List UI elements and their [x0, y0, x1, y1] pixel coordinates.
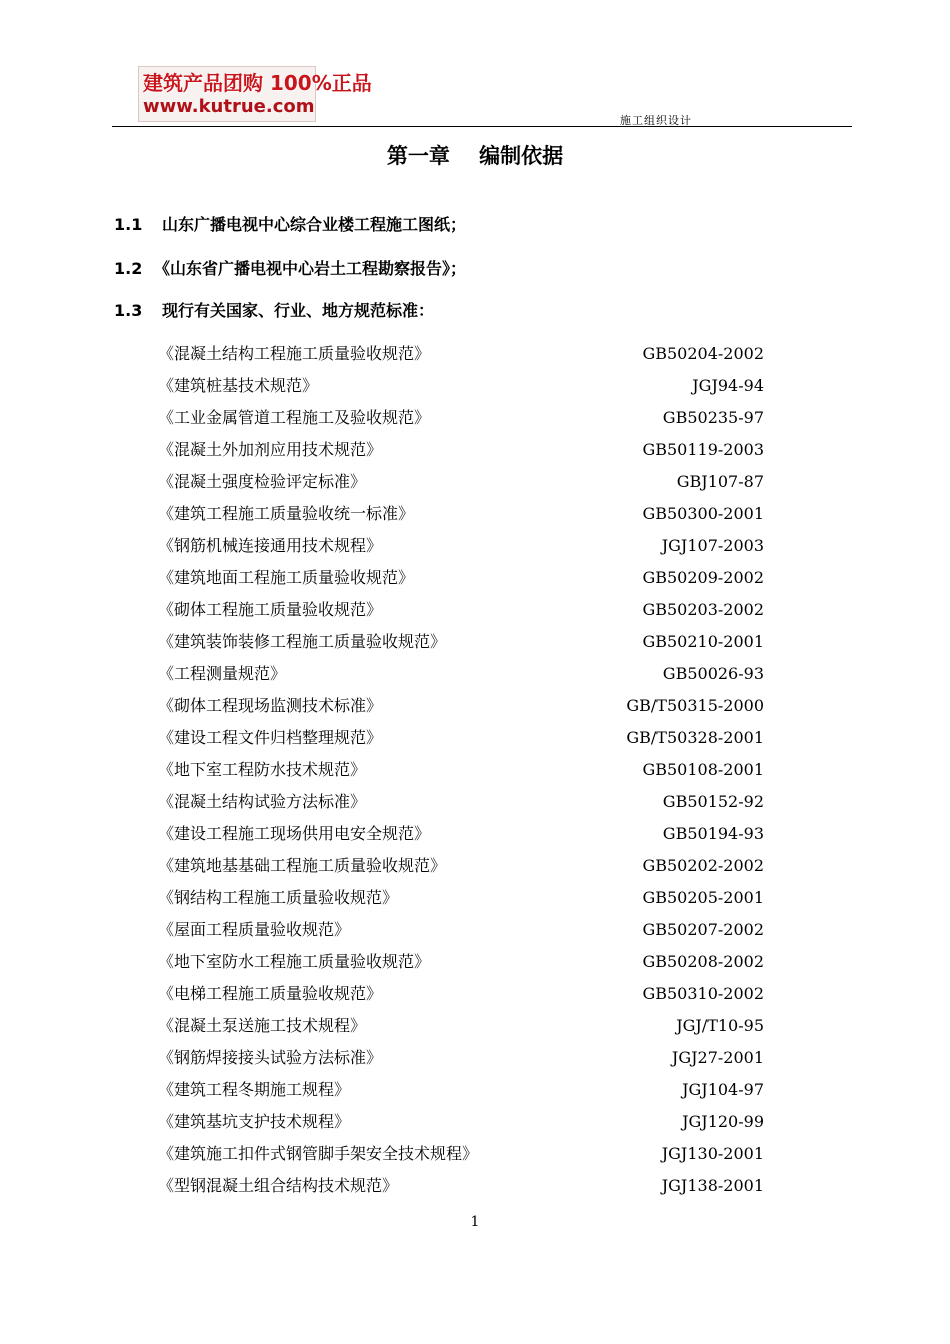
standard-row — [158, 790, 764, 814]
standard-name: 《钢筋机械连接通用技术规程》 — [158, 536, 383, 555]
standard-code: GB50202-2002 — [642, 856, 764, 875]
standard-code: GB50152-92 — [662, 792, 764, 811]
logo-url: www.kutrue.com — [143, 96, 315, 117]
standard-code: GB50108-2001 — [642, 760, 764, 779]
standard-code: GB50210-2001 — [642, 632, 764, 651]
standard-row — [158, 374, 764, 398]
standard-code: GB/T50315-2000 — [626, 696, 764, 715]
standard-code: GB50208-2002 — [642, 952, 764, 971]
standard-name: 《电梯工程施工质量验收规范》 — [158, 984, 383, 1003]
standard-name: 《建设工程文件归档整理规范》 — [158, 728, 383, 747]
header-divider — [112, 126, 852, 127]
standard-name: 《建筑地基基础工程施工质量验收规范》 — [158, 856, 447, 875]
standard-row — [158, 950, 764, 974]
standard-row — [158, 598, 764, 622]
standard-name: 《屋面工程质量验收规范》 — [158, 920, 351, 939]
standard-code: JGJ120-99 — [682, 1112, 764, 1131]
standard-name: 《混凝土强度检验评定标准》 — [158, 472, 367, 491]
standard-name: 《混凝土结构试验方法标准》 — [158, 792, 367, 811]
standard-code: GB50119-2003 — [642, 440, 764, 459]
standard-row — [158, 406, 764, 430]
standard-row — [158, 342, 764, 366]
standard-row — [158, 470, 764, 494]
standard-name: 《建筑装饰装修工程施工质量验收规范》 — [158, 632, 447, 651]
standard-row — [158, 694, 764, 718]
standard-name: 《建筑地面工程施工质量验收规范》 — [158, 568, 415, 587]
standard-row — [158, 822, 764, 846]
standard-code: JGJ/T10-95 — [676, 1016, 764, 1035]
standard-code: JGJ27-2001 — [671, 1048, 764, 1067]
standard-row — [158, 566, 764, 590]
standard-name: 《建筑基坑支护技术规程》 — [158, 1112, 351, 1131]
section-1-1 — [114, 212, 466, 235]
standard-row — [158, 438, 764, 462]
standard-code: GBJ107-87 — [676, 472, 764, 491]
standard-row — [158, 1078, 764, 1102]
section-text: 山东广播电视中心综合业楼工程施工图纸； — [162, 215, 467, 234]
standard-name: 《地下室工程防水技术规范》 — [158, 760, 367, 779]
standard-row — [158, 534, 764, 558]
running-header-title: 施工组织设计 — [620, 114, 692, 127]
section-1-2 — [114, 256, 466, 279]
page-number: 1 — [470, 1214, 480, 1230]
logo-slogan: 建筑产品团购 100%正品 — [143, 71, 372, 95]
kutrue-logo — [138, 66, 372, 122]
standard-name: 《混凝土泵送施工技术规程》 — [158, 1016, 367, 1035]
standard-row — [158, 918, 764, 942]
standard-code: GB50204-2002 — [642, 344, 764, 363]
standard-row — [158, 1110, 764, 1134]
standard-name: 《工业金属管道工程施工及验收规范》 — [158, 408, 431, 427]
section-number: 1.2 — [114, 259, 143, 278]
standard-name: 《型钢混凝土组合结构技术规范》 — [158, 1176, 399, 1195]
standard-code: GB50194-93 — [662, 824, 764, 843]
standard-name: 《地下室防水工程施工质量验收规范》 — [158, 952, 431, 971]
standard-name: 《混凝土外加剂应用技术规范》 — [158, 440, 383, 459]
standard-code: GB50310-2002 — [642, 984, 764, 1003]
standard-name: 《建设工程施工现场供用电安全规范》 — [158, 824, 431, 843]
standard-code: JGJ107-2003 — [661, 536, 764, 555]
chapter-title: 第一章 编制依据 — [386, 144, 564, 168]
standard-row — [158, 630, 764, 654]
standard-row — [158, 758, 764, 782]
standard-row — [158, 726, 764, 750]
standard-code: JGJ130-2001 — [661, 1144, 764, 1163]
standard-row — [158, 886, 764, 910]
standard-name: 《建筑工程施工质量验收统一标准》 — [158, 504, 415, 523]
section-number: 1.3 — [114, 301, 143, 320]
standard-name: 《砌体工程施工质量验收规范》 — [158, 600, 383, 619]
standard-code: JGJ138-2001 — [661, 1176, 764, 1195]
section-text: 《山东省广播电视中心岩土工程勘察报告》； — [154, 259, 467, 278]
section-1-3 — [114, 298, 434, 321]
standard-name: 《建筑桩基技术规范》 — [158, 376, 319, 395]
standard-code: GB50300-2001 — [642, 504, 764, 523]
standard-name: 《砌体工程现场监测技术标准》 — [158, 696, 383, 715]
standard-code: GB50207-2002 — [642, 920, 764, 939]
standard-code: GB50203-2002 — [642, 600, 764, 619]
standard-row — [158, 1142, 764, 1166]
standard-name: 《钢结构工程施工质量验收规范》 — [158, 888, 399, 907]
standard-name: 《建筑施工扣件式钢管脚手架安全技术规程》 — [158, 1144, 479, 1163]
standard-row — [158, 502, 764, 526]
section-text: 现行有关国家、行业、地方规范标准： — [162, 301, 435, 320]
standard-row — [158, 662, 764, 686]
standard-row — [158, 854, 764, 878]
standard-code: JGJ104-97 — [682, 1080, 764, 1099]
standard-code: JGJ94-94 — [692, 376, 764, 395]
standard-row — [158, 1174, 764, 1198]
standard-code: GB/T50328-2001 — [626, 728, 764, 747]
standard-code: GB50026-93 — [662, 664, 764, 683]
standard-code: GB50205-2001 — [642, 888, 764, 907]
standard-name: 《混凝土结构工程施工质量验收规范》 — [158, 344, 431, 363]
standard-row — [158, 1046, 764, 1070]
standard-name: 《工程测量规范》 — [158, 664, 287, 683]
standard-row — [158, 982, 764, 1006]
standard-code: GB50235-97 — [662, 408, 764, 427]
standard-name: 《建筑工程冬期施工规程》 — [158, 1080, 351, 1099]
standard-code: GB50209-2002 — [642, 568, 764, 587]
section-number: 1.1 — [114, 215, 143, 234]
standard-name: 《钢筋焊接接头试验方法标准》 — [158, 1048, 383, 1067]
standard-row — [158, 1014, 764, 1038]
